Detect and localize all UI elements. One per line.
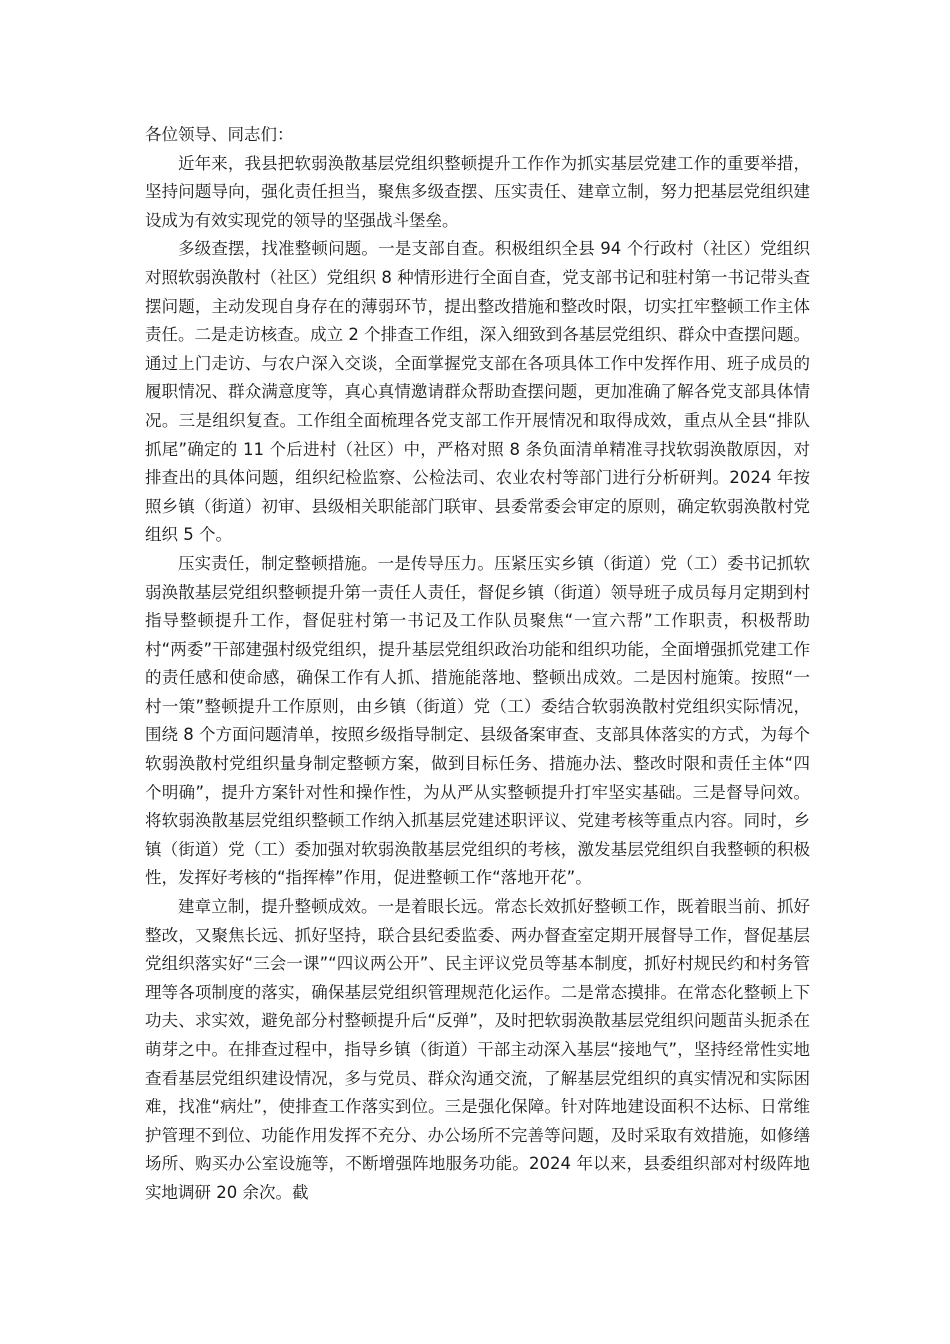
section-paragraph-investigation: 多级查摆，找准整顿问题。一是支部自查。积极组织全县 94 个行政村（社区）党组织对照软弱涣散村（社区）党组织 8 种情形进行全面自查，党支部书记和驻村第一书记带头查摆问题，主动发现自身存在的薄弱环节，提出整改措施和整改时限，切实扛牢整顿工作主体责任。二是走访核查。成立 2 个排查工作组，深入细致到各基层党组织、群众中查摆问题。通过上门走访、与农户深入交谈，全面掌握党支部在各项具体工作中发挥作用、班子成员的履职情况、群众满意度等，真心真情邀请群众帮助查摆问题，更加准确了解各党支部具体情况。三是组织复查。工作组全面梳理各党支部工作开展情况和取得成效，重点从全县“排队抓尾”确定的 11 个后进村（社区）中，严格对照 8 条负面清单精准寻找软弱涣散原因，对排查出的具体问题，组织纪检监察、公检法司、农业农村等部门进行分析研判。2024 年按照乡镇（街道）初审、县级相关职能部门联审、县委常委会审定的原则，确定软弱涣散村党组织 5 个。 — [145, 239, 810, 545]
intro-paragraph: 近年来，我县把软弱涣散基层党组织整顿提升工作作为抓实基层党建工作的重要举措，坚持问题导向，强化责任担当，聚焦多级查摆、压实责任、建章立制，努力把基层党组织建设成为有效实现党的领导的坚强战斗堡垒。 — [145, 153, 810, 230]
salutation: 各位领导、同志们： — [145, 125, 294, 144]
document-page — [145, 121, 810, 1208]
section-paragraph-responsibility: 压实责任，制定整顿措施。一是传导压力。压紧压实乡镇（街道）党（工）委书记抓软弱涣散基层党组织整顿提升第一责任人责任，督促乡镇（街道）领导班子成员每月定期到村指导整顿提升工作，督促驻村第一书记及工作队员聚焦“一宣六帮”工作职责，积极帮助村“两委”干部建强村级党组织，提升基层党组织政治功能和组织功能，全面增强抓党建工作的责任感和使命感，确保工作有人抓、措施能落地、整顿出成效。二是因村施策。按照“一村一策”整顿提升工作原则，由乡镇（街道）党（工）委结合软弱涣散村党组织实际情况，围绕 8 个方面问题清单，按照乡级指导制定、县级备案审查、支部具体落实的方式，为每个软弱涣散村党组织量身制定整顿方案，做到目标任务、措施办法、整改时限和责任主体“四个明确”，提升方案针对性和操作性，为从严从实整顿提升打牢坚实基础。三是督导问效。将软弱涣散基层党组织整顿工作纳入抓基层党建述职评议、党建考核等重点内容。同时，乡镇（街道）党（工）委加强对软弱涣散基层党组织的考核，激发基层党组织自我整顿的积极性，发挥好考核的“指挥棒”作用，促进整顿工作“落地开花”。 — [145, 553, 810, 888]
section-paragraph-institution: 建章立制，提升整顿成效。一是着眼长远。常态长效抓好整顿工作，既着眼当前、抓好整改，又聚焦长远、抓好坚持，联合县纪委监委、两办督查室定期开展督导工作，督促基层党组织落实好“三会一课”“四议两公开”、民主评议党员等基本制度，抓好村规民约和村务管理等各项制度的落实，确保基层党组织管理规范化运作。二是常态摸排。在常态化整顿上下功夫、求实效，避免部分村整顿提升后“反弹”，及时把软弱涣散基层党组织问题苗头扼杀在萌芽之中。在排查过程中，指导乡镇（街道）干部主动深入基层“接地气”，坚持经常性实地查看基层党组织建设情况，多与党员、群众沟通交流，了解基层党组织的真实情况和实际困难，找准“病灶”，使排查工作落实到位。三是强化保障。针对阵地建设面积不达标、日常维护管理不到位、功能作用发挥不充分、办公场所不完善等问题，及时采取有效措施，如修缮场所、购买办公室设施等，不断增强阵地服务功能。2024 年以来，县委组织部对村级阵地实地调研 20 余次。截 — [145, 897, 810, 1202]
